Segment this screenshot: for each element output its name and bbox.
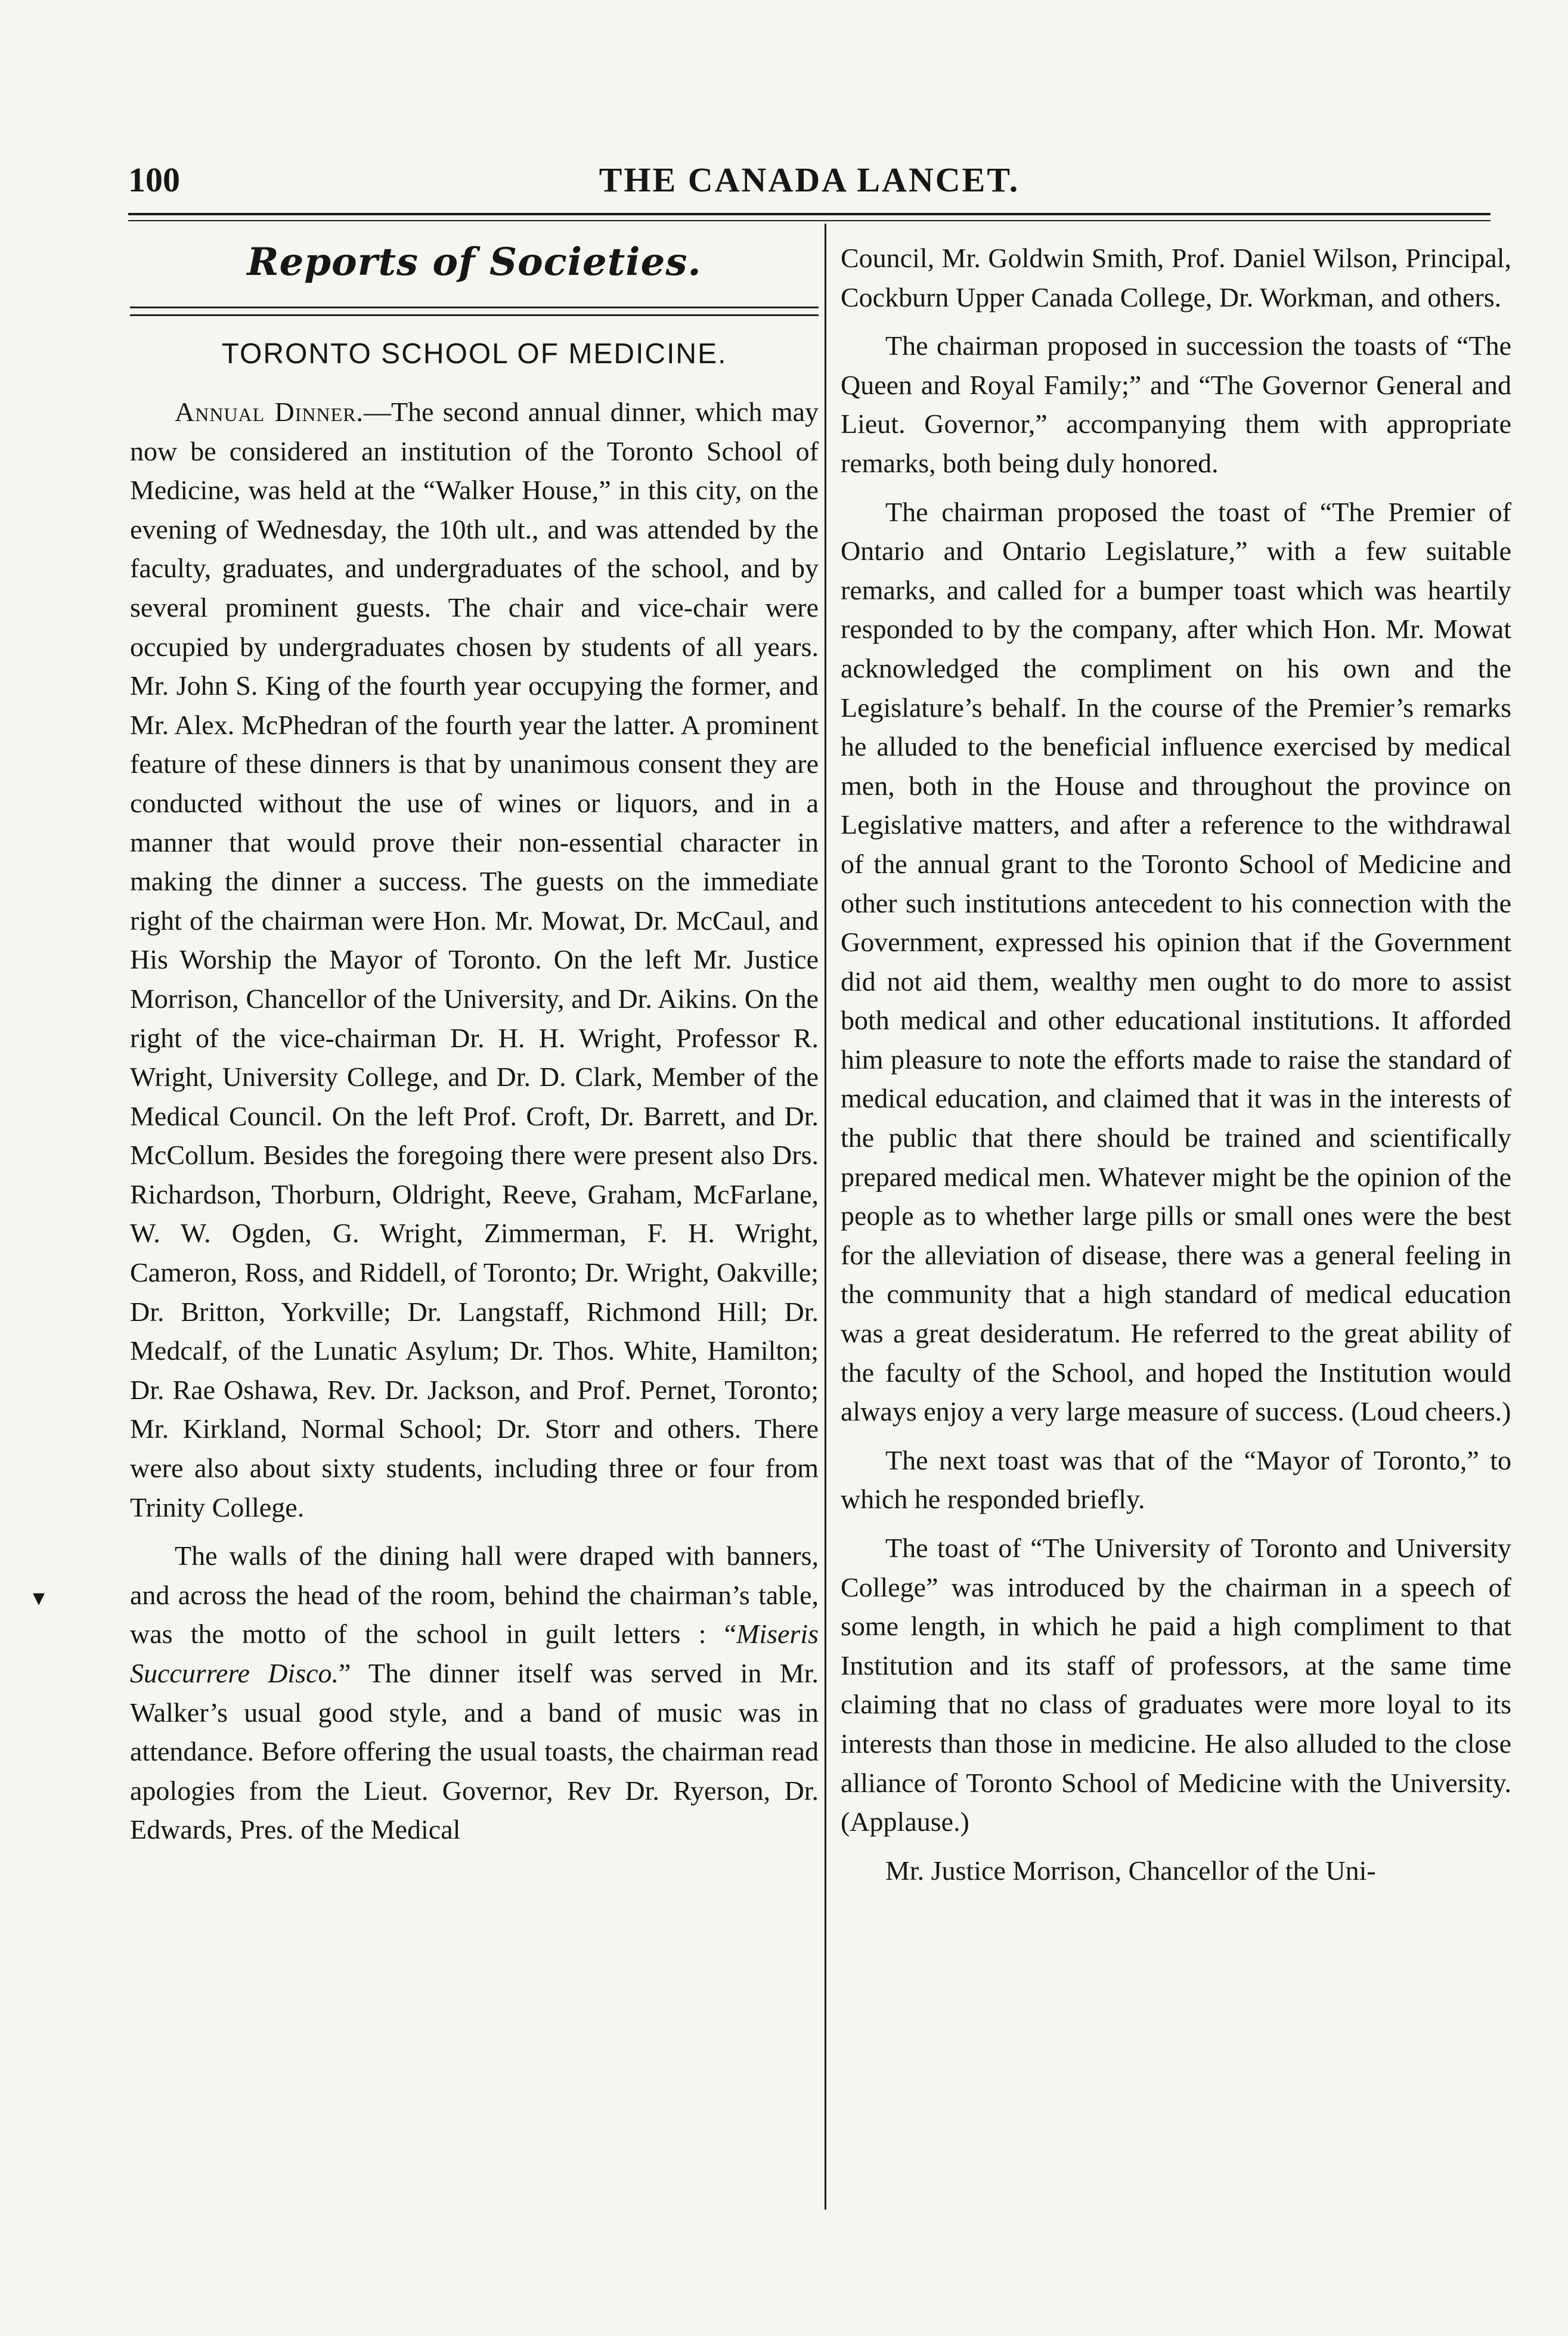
- paragraph-dining-hall: [130, 1536, 819, 1849]
- paragraph-text: —The second annual dinner, which may now be considered an institution of the Toronto School of Medicine, was held at the “Walker House,” in this city, on the evening of Wednesday, the 10th ult., and was attended by the faculty, graduates, and undergraduates of the school, and by several prominent guests. The chair and vice-chair were occupied by undergraduates chosen by students of all years. Mr. John S. King of the fourth year occupying the former, and Mr. Alex. McPhedran of the fourth year the latter. A prominent feature of these dinners is that by unanimous consent they are conducted without the use of wines or liquors, and in a manner that would prove their non-essential character in making the dinner a success. The guests on the immediate right of the chairman were Hon. Mr. Mowat, Dr. McCaul, and His Worship the Mayor of Toronto. On the left Mr. Justice Morrison, Chancellor of the University, and Dr. Aikins. On the right of the vice-chairman Dr. H. H. Wright, Professor R. Wright, University College, and Dr. D. Clark, Member of the Medical Council. On the left Prof. Croft, Dr. Barrett, and Dr. McCollum. Besides the foregoing there were present also Drs. Richardson, Thorburn, Oldright, Reeve, Graham, McFarlane, W. W. Ogden, G. Wright, Zimmerman, F. H. Wright, Cameron, Ross, and Riddell, of Toronto; Dr. Wright, Oakville; Dr. Britton, Yorkville; Dr. Langstaff, Richmond Hill; Dr. Medcalf, of the Lunatic Asylum; Dr. Thos. White, Hamilton; Dr. Rae Oshawa, Rev. Dr. Jackson, and Prof. Pernet, Toronto; Mr. Kirkland, Normal School; Dr. Storr and others. There were also about sixty students, including three or four from Trinity College.: [130, 397, 819, 1523]
- header-rule-top: [128, 213, 1490, 215]
- paragraph-mayor-toast: The next toast was that of the “Mayor of Toronto,” to which he responded briefly.: [841, 1444, 1511, 1515]
- paragraph-university-toast: The toast of “The University of Toronto and University College” was introduced by the chairman in a speech of some length, in which he paid a high compliment to that Institution and its staff of professors, at the same time claiming that no class of graduates were more loyal to its interests than those in medicine. He also alluded to the close alliance of Toronto School of Medicine with the University. (Applause.): [841, 1533, 1511, 1837]
- lead-in: Annual Dinner.: [175, 397, 364, 427]
- paragraph-text: The walls of the dining hall were draped with banners, and across the head of the room, behind the chairman’s table, was the motto of the school in guilt letters : “: [130, 1540, 819, 1650]
- header-rule-bottom: [128, 220, 1490, 221]
- journal-title: THE CANADA LANCET.: [599, 160, 1020, 199]
- paragraph-annual-dinner: [130, 392, 819, 1527]
- paragraph-text: ” The dinner itself was served in Mr. Walker’s usual good style, and a band of music was in attendance. Before offering the usual toasts, the chairman read apologies from the Lieut. Governor, Rev Dr. Ryerson, Dr. Edwards, Pres. of the Medical: [130, 1658, 819, 1845]
- paragraph-queen-toast: The chairman proposed in succession the toasts of “The Queen and Royal Family;” and “The Governor General and Lieut. Governor,” accompanying them with appropriate remarks, both being duly honored.: [841, 330, 1511, 478]
- paragraph-continued: Council, Mr. Goldwin Smith, Prof. Daniel Wilson, Principal, Cockburn Upper Canada College, Dr. Workman, and others.: [841, 243, 1511, 313]
- article-title: TORONTO SCHOOL OF MEDICINE.: [221, 338, 727, 370]
- section-heading: Reports of Societies.: [247, 240, 702, 284]
- school-motto: Miseris Succurrere Disco.: [130, 1619, 819, 1688]
- right-column: [841, 239, 1511, 1899]
- column-divider: [825, 224, 826, 2210]
- left-column: [130, 239, 819, 1859]
- running-header: [128, 160, 1490, 202]
- paragraph-premier-toast: The chairman proposed the toast of “The Premier of Ontario and Ontario Legislature,” with a few suitable remarks, and called for a bumper toast which was heartily responded to by the company, after which Hon. Mr. Mowat acknowledged the compliment on his own and the Legislature’s behalf. In the course of the Premier’s remarks he alluded to the beneficial influence exercised by medical men, both in the House and throughout the province on Legislative matters, and after a reference to the withdrawal of the annual grant to the Toronto School of Medicine and other such institutions antecedent to his connection with the Government, expressed his opinion that if the Government did not aid them, wealthy men ought to do more to assist both medical and other educational institutions. It afforded him pleasure to note the efforts made to raise the standard of medical education, and claimed that it was in the interests of the public that there should be trained and scientifically prepared medical men. Whatever might be the opinion of the people as to whether large pills or small ones were the best for the alleviation of disease, there was a general feeling in the community that a high standard of medical education was a great desideratum. He referred to the great ability of the faculty of the School, and hoped the Institution would always enjoy a very large measure of success. (Loud cheers.): [841, 496, 1511, 1427]
- paragraph-justice-morrison: Mr. Justice Morrison, Chancellor of the Uni-: [885, 1855, 1376, 1886]
- page-number: 100: [128, 160, 180, 199]
- section-rule: [130, 307, 819, 316]
- margin-mark: ▾: [33, 1584, 45, 1611]
